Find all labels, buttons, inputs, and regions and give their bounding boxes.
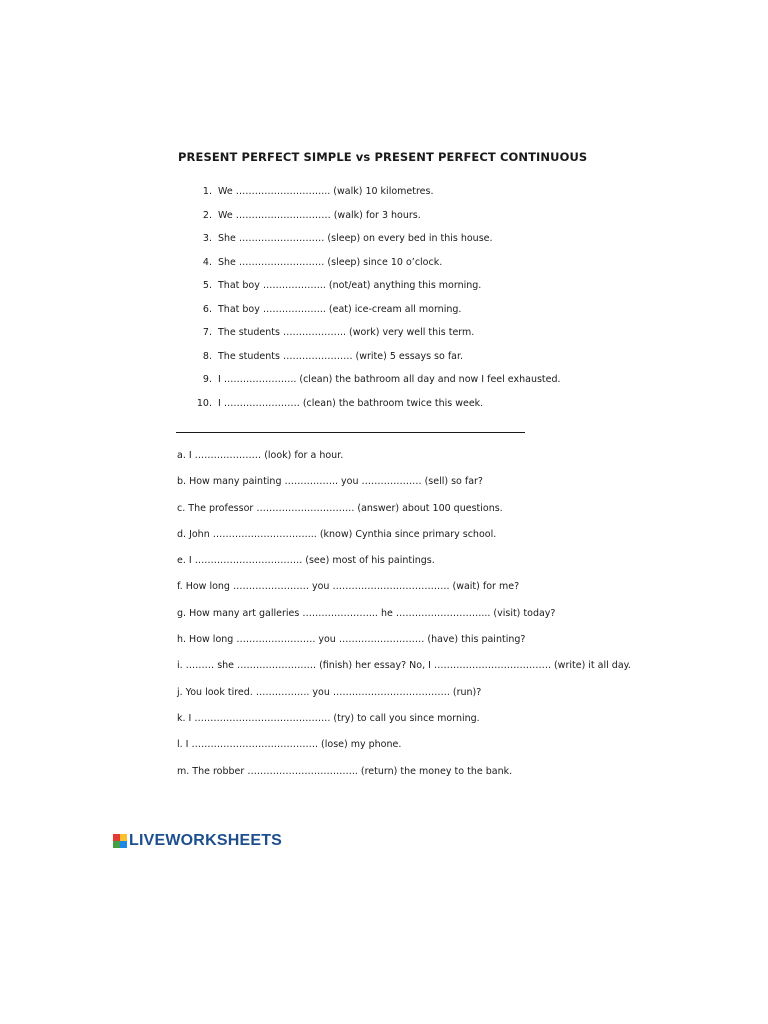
exercise-item [194, 257, 561, 281]
item-text: I …………………… (clean) the bathroom twice this week. [218, 397, 484, 409]
numbered-exercise-list [194, 186, 561, 421]
exercise-item [194, 233, 561, 257]
item-text: We ………………………... (walk) 10 kilometres. [218, 186, 434, 197]
logo-square-red [113, 834, 120, 841]
logo-square-blue [120, 841, 127, 848]
item-number: 3. [202, 233, 212, 244]
exercise-item: l. I …………………………………. (lose) my phone. [177, 739, 402, 751]
logo-text: LIVEWORKSHEETS [129, 832, 283, 849]
exercise-item: g. How many art galleries …………………... he ………………………... (visit) today? [177, 607, 556, 619]
exercise-item: c. The professor …………………………. (answer) about 100 questions. [177, 502, 503, 514]
exercise-item: f. How long …………………… you ………………………………. (wait) for me? [177, 581, 520, 593]
exercise-item [194, 186, 561, 210]
item-number: 9. [202, 374, 212, 385]
liveworksheets-logo [113, 832, 282, 850]
section-divider [176, 432, 525, 433]
item-text: I ………………….. (clean) the bathroom all day and now I feel exhausted. [218, 374, 561, 385]
item-text: She ……………………… (sleep) on every bed in this house. [218, 233, 493, 244]
item-number: 10. [196, 397, 212, 409]
exercise-item [194, 280, 561, 304]
item-number: 1. [202, 186, 212, 197]
logo-square-yellow [120, 834, 127, 841]
exercise-item [194, 304, 561, 328]
exercise-item [194, 327, 561, 351]
lettered-exercise-list [177, 450, 631, 792]
item-text: That boy ……………….. (not/eat) anything this morning. [218, 280, 482, 291]
worksheet-title: PRESENT PERFECT SIMPLE vs PRESENT PERFECT CONTINUOUS [178, 150, 588, 164]
exercise-item [194, 398, 561, 422]
exercise-item [194, 351, 561, 375]
logo-icon [113, 834, 127, 848]
item-number: 4. [202, 256, 212, 268]
item-number: 6. [202, 303, 212, 315]
item-text: The students …………………. (write) 5 essays so far. [218, 350, 464, 362]
exercise-item: k. I ……………………………………. (try) to call you since morning. [177, 712, 480, 724]
exercise-item: a. I ………………… (look) for a hour. [177, 450, 344, 461]
exercise-item [194, 374, 561, 398]
exercise-item: m. The robber …………………………….. (return) the money to the bank. [177, 765, 513, 777]
item-number: 7. [202, 327, 212, 338]
item-number: 8. [202, 350, 212, 362]
exercise-item: b. How many painting …………….. you ………………. (sell) so far? [177, 476, 483, 488]
item-text: The students ……………….. (work) very well this term. [218, 327, 475, 338]
exercise-item: d. John …………………………... (know) Cynthia since primary school. [177, 528, 497, 540]
exercise-item: e. I ……………………………. (see) most of his paintings. [177, 555, 435, 567]
item-number: 5. [202, 280, 212, 291]
item-text: We ………………………… (walk) for 3 hours. [218, 209, 421, 221]
exercise-item: j. You look tired. …………….. you ………………………………. (run)? [177, 686, 482, 698]
logo-square-green [113, 841, 120, 848]
exercise-item [194, 210, 561, 234]
exercise-item: i. ……… she ……………………. (finish) her essay? No, I ………………………………. (write) it all day. [177, 660, 631, 672]
item-number: 2. [202, 209, 212, 221]
item-text: That boy ……………….. (eat) ice-cream all morning. [218, 303, 462, 315]
item-text: She ……………………… (sleep) since 10 o’clock. [218, 256, 443, 268]
exercise-item: h. How long ……………………. you ……………………… (have) this painting? [177, 634, 526, 646]
